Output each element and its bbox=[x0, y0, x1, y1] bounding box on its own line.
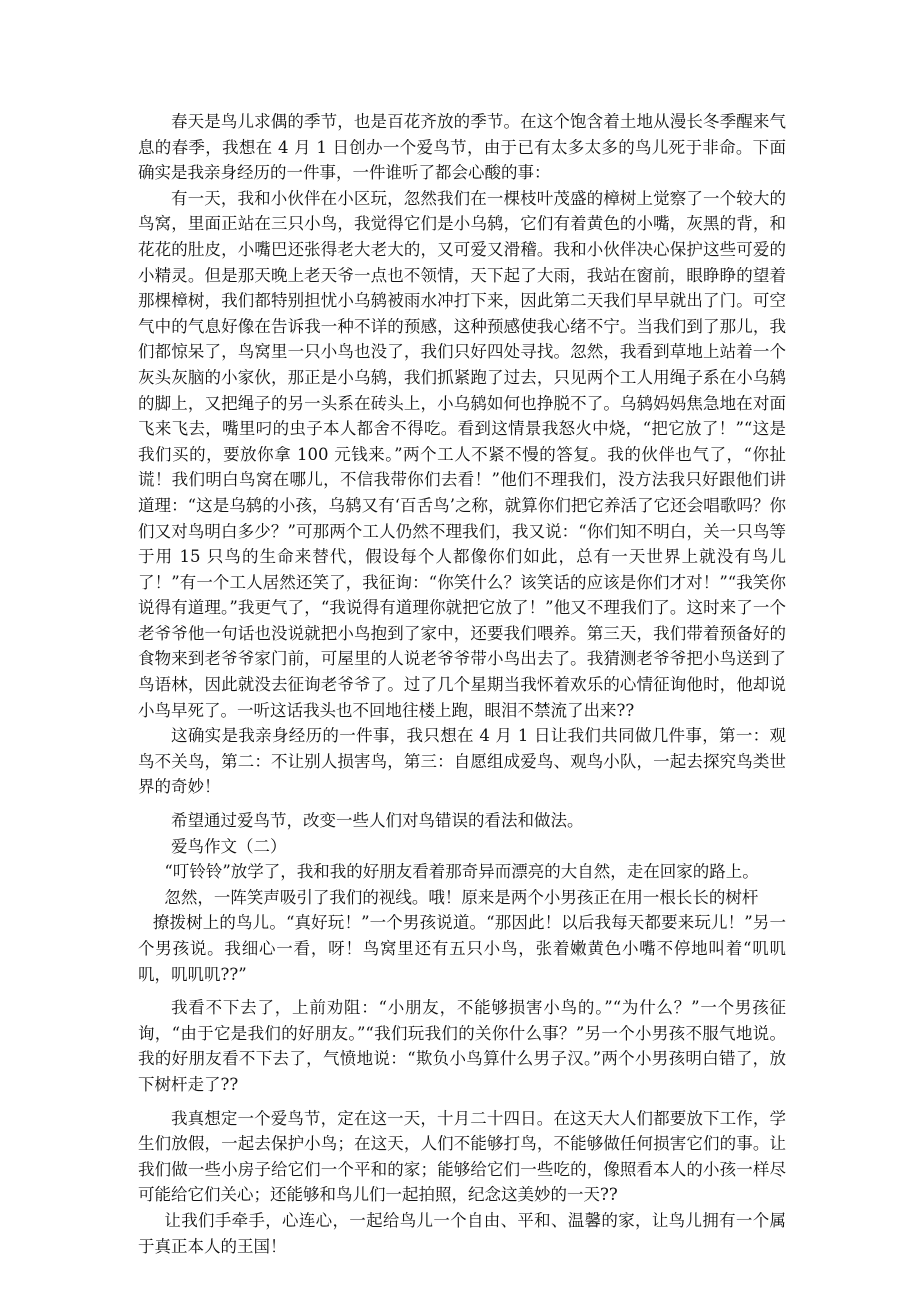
paragraph-hope: 希望通过爱鸟节，改变一些人们对鸟错误的看法和做法。 bbox=[171, 811, 584, 831]
essay-body bbox=[138, 109, 786, 1259]
paragraph-boys: 撩拨树上的鸟儿。“真好玩！”一个男孩说道。“那因此！以后我每天都要来玩儿！”另一个男孩说。我细心一看，呀！鸟窝里还有五只小鸟，张着嫩黄色小嘴不停地叫着“叽叽叽，叽叽叽??” bbox=[138, 913, 786, 984]
paragraph-intro: 春天是鸟儿求偶的季节，也是百花齐放的季节。在这个饱含着土地从漫长冬季醒来气息的春季，我想在 4 月 1 日创办一个爱鸟节，由于已有太多太多的鸟儿死于非命。下面确实是我亲身经历的一件事，一件谁听了都会心酸的事： bbox=[138, 112, 786, 183]
paragraph-school-out: “叮铃铃”放学了，我和我的好朋友看着那奇异而漂亮的大自然，走在回家的路上。 bbox=[164, 862, 759, 882]
paragraph-proposal: 这确实是我亲身经历的一件事，我只想在 4 月 1 日让我们共同做几件事，第一：观鸟不关鸟，第二：不让别人损害鸟，第三：自愿组成爱鸟、观鸟小队，一起去探究鸟类世界的奇妙！ bbox=[138, 726, 786, 797]
paragraph-laughter: 忽然，一阵笑声吸引了我们的视线。哦！原来是两个小男孩正在用一根长长的树杆 bbox=[164, 887, 759, 907]
spacer bbox=[138, 987, 786, 995]
paragraph-bird-day: 我真想定一个爱鸟节，定在这一天，十月二十四日。在这天大人们都要放下工作，学生们放假，一起去保护小鸟；在这天，人们不能够打鸟，不能够做任何损害它们的事。让我们做一些小房子给它们一个平和的家；能够给它们一些吃的，像照看本人的小孩一样尽可能给它们关心；还能够和鸟儿们一起拍照，纪念这美妙的一天?? bbox=[138, 1108, 786, 1205]
spacer bbox=[138, 800, 786, 808]
spacer bbox=[138, 1098, 786, 1106]
section-title: 爱鸟作文（二） bbox=[171, 836, 287, 856]
paragraph-dissuade: 我看不下去了，上前劝阻：“小朋友，不能够损害小鸟的。”“为什么？”一个男孩征询，“由于它是我们的好朋友。”“我们玩我们的关你什么事？”另一个小男孩不服气地说。我的好朋友看不下去了，气愤地说：“欺负小鸟算什么男子汉。”两个小男孩明白错了，放下树杆走了?? bbox=[138, 998, 786, 1094]
paragraph-closing: 让我们手牵手，心连心，一起给鸟儿一个自由、平和、温馨的家，让鸟儿拥有一个属于真正本人的王国！ bbox=[138, 1210, 786, 1256]
paragraph-story: 有一天，我和小伙伴在小区玩，忽然我们在一棵枝叶茂盛的樟树上觉察了一个较大的鸟窝，里面正站在三只小鸟，我觉得它们是小乌鸫，它们有着黄色的小嘴，灰黑的背，和花花的肚皮，小嘴巴还张得老大老大的，又可爱又滑稽。我和小伙伴决心保护这些可爱的小精灵。但是那天晚上老天爷一点也不领情，天下起了大雨，我站在窗前，眼睁睁的望着那棵樟树，我们都特别担忧小乌鸫被雨水冲打下来，因此第二天我们早早就出了门。可空气中的气息好像在告诉我一种不详的预感，这种预感使我心绪不宁。当我们到了那儿，我们都惊呆了，鸟窝里一只小鸟也没了，我们只好四处寻找。忽然，我看到草地上站着一个灰头灰脑的小家伙，那正是小乌鸫，我们抓紧跑了过去，只见两个工人用绳子系在小乌鸫的脚上，又把绳子的另一头系在砖头上，小乌鸫如何也挣脱不了。乌鸫妈妈焦急地在对面飞来飞去，嘴里叼的虫子本人都舍不得吃。看到这情景我怒火中烧，“把它放了！”“这是我们买的，要放你拿 100 元钱来。”两个工人不紧不慢的答复。我的伙伴也气了，“你扯谎！我们明白鸟窝在哪儿，不信我带你们去看！”他们不理我们，没方法我只好跟他们讲道理：“这是乌鸫的小孩，乌鸫又有‘百舌鸟’之称，就算你们把它养活了它还会唱歌吗？你们又对鸟明白多少？”可那两个工人仍然不理我们，我又说：“你们知不明白，关一只鸟等于用 15 只鸟的生命来替代，假设每个人都像你们如此，总有一天世界上就没有鸟儿了！”有一个工人居然还笑了，我征询：“你笑什么？该笑话的应该是你们才对！”“我笑你说得有道理。”我更气了，“我说得有道理你就把它放了！”他又不理我们了。这时来了一个老爷爷他一句话也没说就把小鸟抱到了家中，还要我们喂养。第三天，我们带着预备好的食物来到老爷爷家门前，可屋里的人说老爷爷带小鸟出去了。我猜测老爷爷把小鸟送到了鸟语林，因此就没去征询老爷爷了。过了几个星期当我怀着欢乐的心情征询他时，他却说小鸟早死了。一听这话我头也不回地往楼上跑，眼泪不禁流了出来?? bbox=[138, 188, 786, 720]
